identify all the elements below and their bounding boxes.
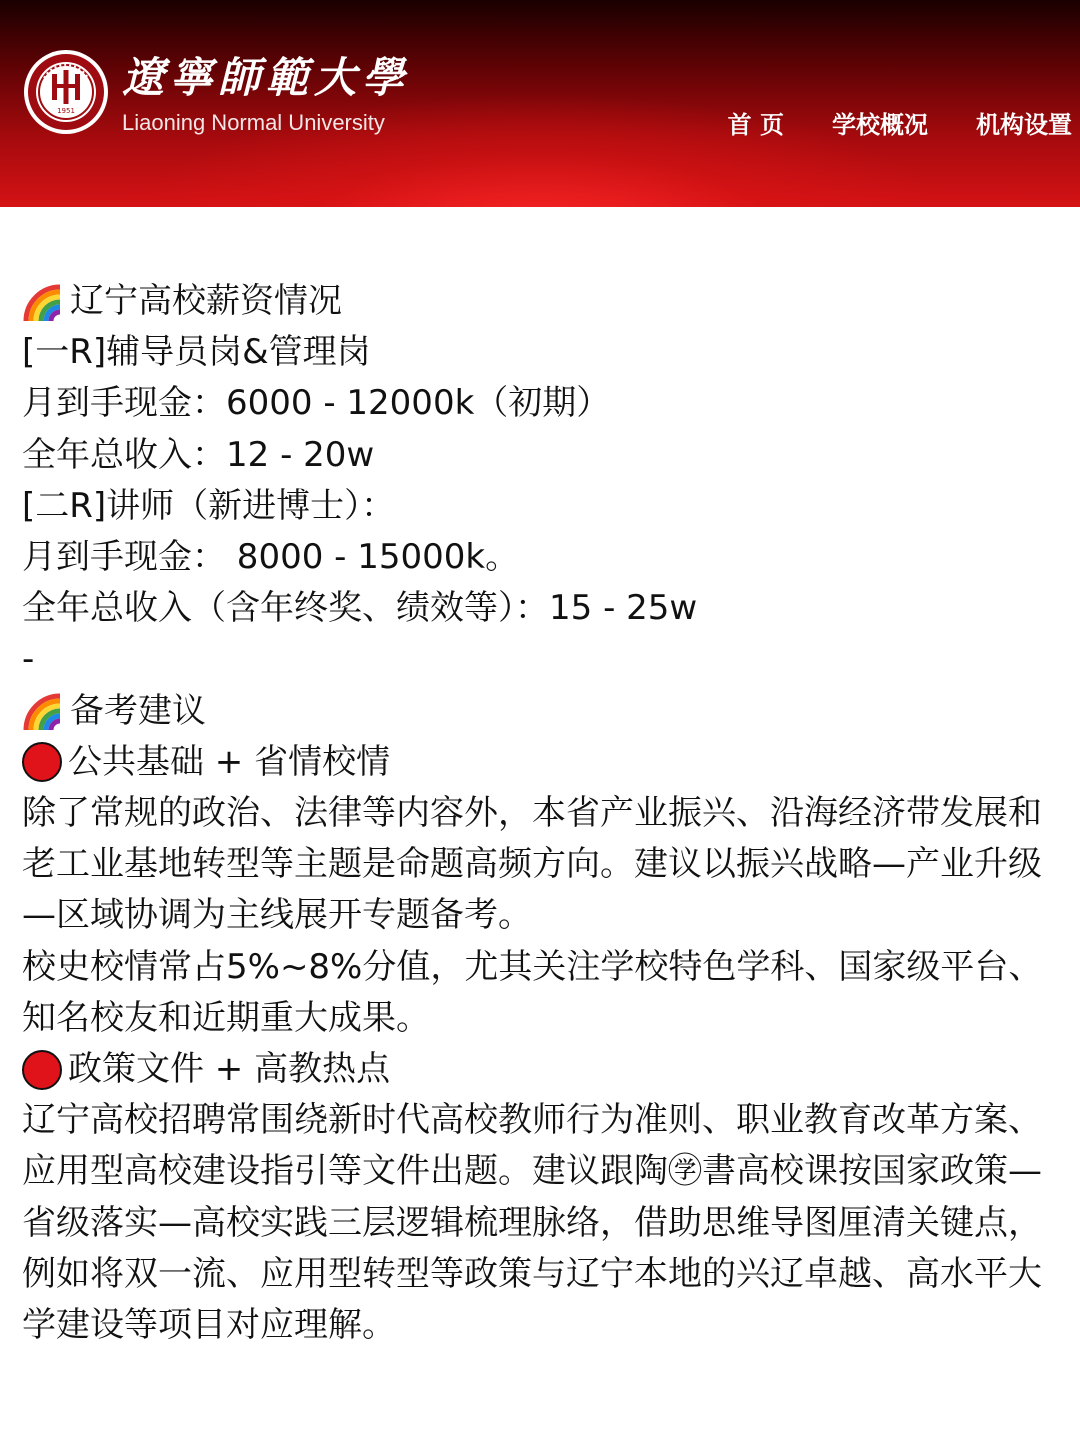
section2-monthly: 月到手现金： 8000 - 15000k。	[22, 537, 520, 578]
point2-heading	[22, 1044, 1062, 1095]
advice-heading	[22, 686, 1062, 737]
university-name-cn: 遼寧師範大學	[122, 53, 411, 102]
nav-overview[interactable]: 学校概况	[832, 111, 928, 139]
advice-title: 备考建议	[70, 690, 206, 731]
section2-annual: 全年总收入（含年终奖、绩效等）：15 - 25w	[22, 588, 698, 629]
salary-heading	[22, 276, 1062, 327]
university-logo[interactable]	[22, 48, 110, 136]
separator: -	[22, 639, 35, 680]
red-circle-icon	[22, 742, 62, 782]
point1-title: 公共基础 + 省情校情	[68, 741, 391, 782]
university-seal-icon	[22, 48, 110, 136]
rainbow-icon	[22, 281, 64, 323]
article-content	[22, 276, 1062, 1351]
main-nav	[728, 108, 1072, 142]
point1-paragraph-2: 校史校情常占5%~8%分值，尤其关注学校特色学科、国家级平台、知名校友和近期重大成果。	[22, 946, 1043, 1038]
section1-monthly: 月到手现金：6000 - 12000k（初期）	[22, 383, 611, 424]
svg-text:1951: 1951	[57, 107, 75, 115]
salary-title: 辽宁高校薪资情况	[70, 281, 342, 321]
section1-title: [一R]辅导员岗&管理岗	[22, 332, 371, 373]
section1-annual: 全年总收入：12 - 20w	[22, 434, 375, 475]
point2-paragraph: 辽宁高校招聘常围绕新时代高校教师行为准则、职业教育改革方案、应用型高校建设指引等文件出题。建议跟陶㊫書高校课按国家政策—省级落实—高校实践三层逻辑梳理脉络，借助思维导图厘清关键点，例如将双一流、应用型转型等政策与辽宁本地的兴辽卓越、高水平大学建设等项目对应理解。	[22, 1100, 1042, 1346]
nav-organization[interactable]: 机构设置	[976, 111, 1072, 139]
nav-home[interactable]: 首 页	[727, 111, 784, 139]
point1-paragraph: 除了常规的政治、法律等内容外，本省产业振兴、沿海经济带发展和老工业基地转型等主题是命题高频方向。建议以振兴战略—产业升级—区域协调为主线展开专题备考。	[22, 793, 1042, 936]
brand-block[interactable]	[122, 52, 410, 138]
site-header	[0, 0, 1080, 207]
section2-title: [二R]讲师（新进博士）：	[22, 485, 396, 526]
red-circle-icon	[22, 1050, 62, 1090]
rainbow-icon	[22, 690, 64, 732]
university-name-en: Liaoning Normal University	[122, 110, 385, 135]
point1-heading	[22, 737, 1062, 788]
point2-title: 政策文件 + 高教热点	[68, 1049, 391, 1090]
